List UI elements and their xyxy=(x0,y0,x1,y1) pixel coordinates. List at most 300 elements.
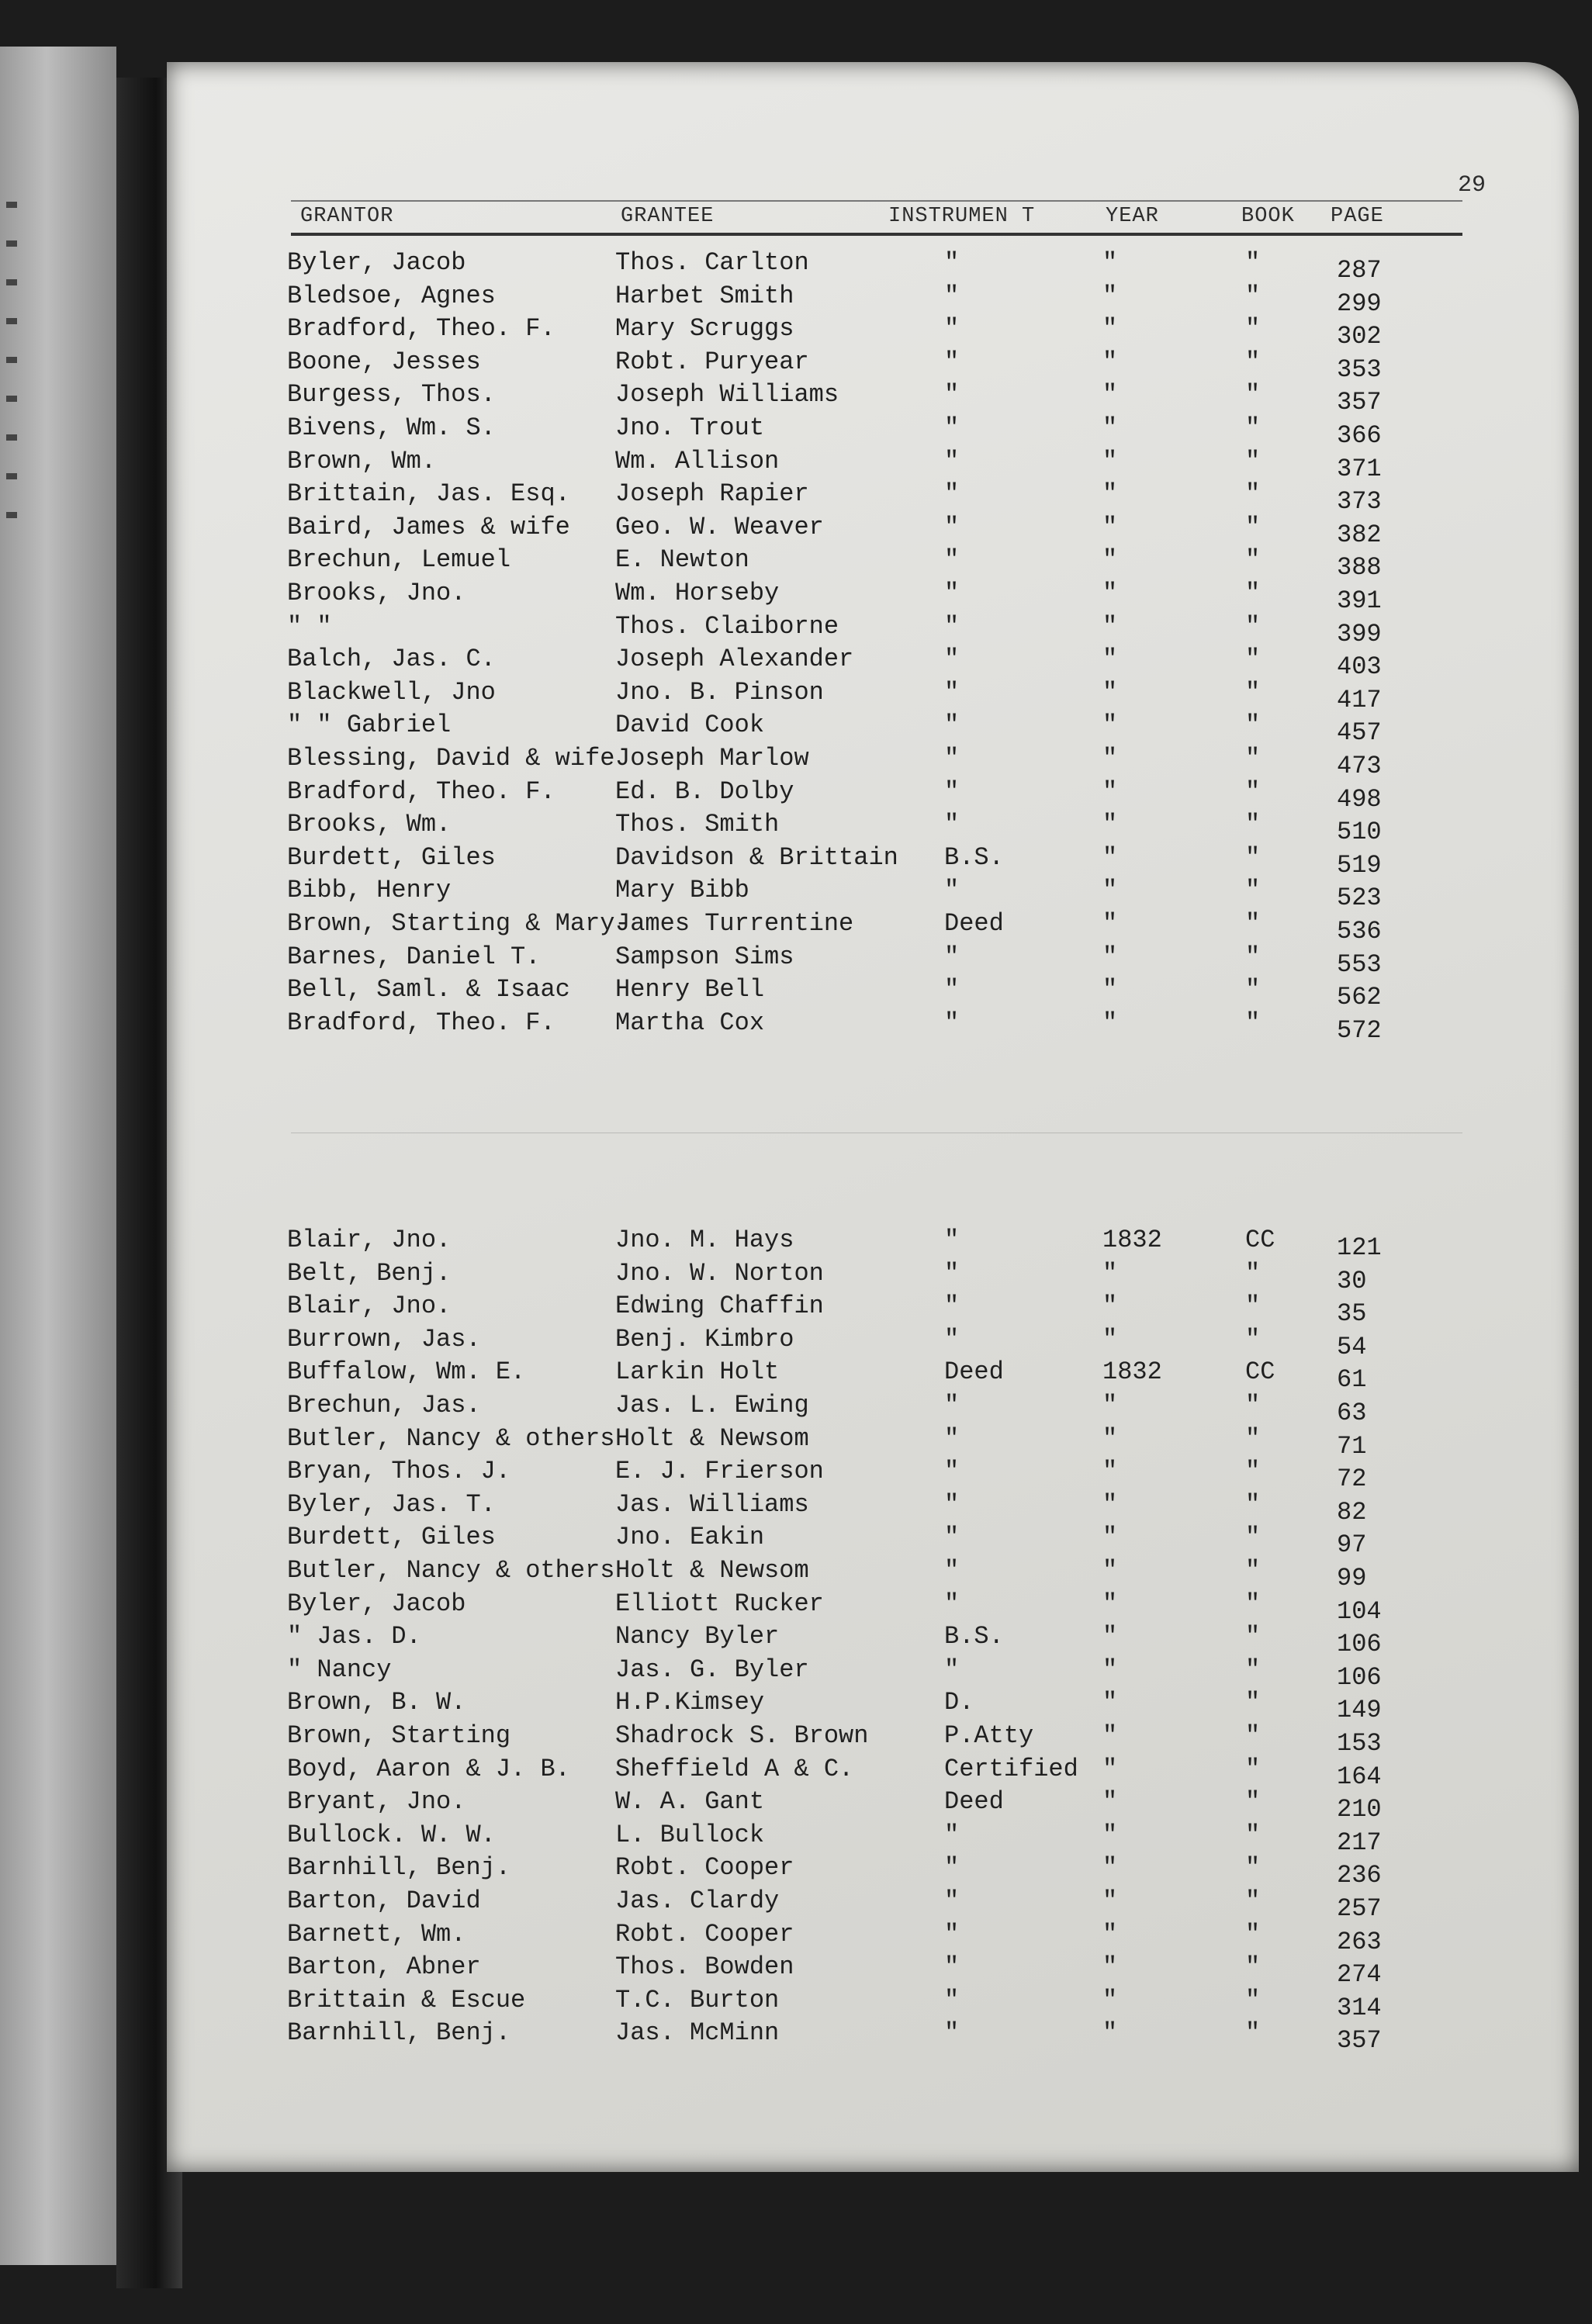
cell-page: 217 xyxy=(1337,1828,1382,1857)
cell-grantee: Jas. Williams xyxy=(615,1489,809,1519)
ledger-row xyxy=(167,1853,1579,1890)
cell-book: " xyxy=(1245,1887,1261,1915)
cell-grantee: E. Newton xyxy=(615,545,749,575)
cell-instrument: Deed xyxy=(944,1357,1004,1387)
cell-book: " xyxy=(1245,810,1261,839)
cell-grantee: Jas. McMinn xyxy=(615,2018,780,2048)
cell-grantor: Burdett, Giles xyxy=(287,1523,496,1552)
ledger-row xyxy=(167,1688,1579,1725)
cell-year: " xyxy=(1102,347,1118,376)
cell-grantor: Bradford, Theo. F. xyxy=(287,1008,555,1037)
cell-grantor: Brown, Wm. xyxy=(287,446,437,476)
cell-book: " xyxy=(1245,1523,1261,1552)
cell-page: 357 xyxy=(1337,2026,1382,2056)
cell-grantor: Burrown, Jas. xyxy=(287,1324,481,1354)
cell-page: 274 xyxy=(1337,1960,1382,1990)
cell-book: " xyxy=(1245,1008,1261,1037)
ledger-row xyxy=(167,1952,1579,1990)
cell-instrument: " xyxy=(944,579,960,607)
cell-book: " xyxy=(1245,876,1261,905)
cell-grantor: Brown, Starting xyxy=(287,1721,511,1750)
cell-book: CC xyxy=(1245,1357,1275,1387)
cell-grantor: Bryan, Thos. J. xyxy=(287,1457,511,1486)
cell-grantor: Burgess, Thos. xyxy=(287,380,496,410)
cell-year: " xyxy=(1102,1258,1118,1288)
cell-instrument: " xyxy=(944,810,960,839)
cell-instrument: " xyxy=(944,413,960,442)
cell-book: " xyxy=(1245,1423,1261,1453)
cell-book: " xyxy=(1245,1457,1261,1486)
cell-instrument: P.Atty xyxy=(944,1721,1034,1750)
cell-grantor: Brittain & Escue xyxy=(287,1985,526,2014)
cell-page: 302 xyxy=(1337,322,1382,351)
cell-grantor: Byler, Jas. T. xyxy=(287,1489,496,1519)
cell-grantor: " Jas. D. xyxy=(287,1622,421,1651)
cell-grantee: Jno. Trout xyxy=(615,413,765,442)
cell-book: " xyxy=(1245,942,1261,971)
cell-book: " xyxy=(1245,248,1261,277)
cell-book: " xyxy=(1245,1589,1261,1618)
cell-grantor: Balch, Jas. C. xyxy=(287,645,496,674)
cell-instrument: " xyxy=(944,776,960,806)
cell-page: 314 xyxy=(1337,1993,1382,2022)
cell-grantor: Belt, Benj. xyxy=(287,1258,452,1288)
cell-grantee: Shadrock S. Brown xyxy=(615,1721,869,1750)
cell-grantor: Brown, B. W. xyxy=(287,1688,466,1717)
cell-grantor: Brechun, Jas. xyxy=(287,1391,481,1420)
cell-grantee: Joseph Williams xyxy=(615,380,839,410)
cell-instrument: " xyxy=(944,1423,960,1453)
cell-page: 63 xyxy=(1337,1399,1367,1427)
facing-page-edge xyxy=(0,47,116,2265)
cell-year: " xyxy=(1102,1423,1118,1453)
cell-year: " xyxy=(1102,2018,1118,2048)
cell-grantee: Wm. Allison xyxy=(615,446,780,476)
ledger-row xyxy=(167,1820,1579,1857)
cell-page: 553 xyxy=(1337,949,1382,979)
cell-grantor: Butler, Nancy & others xyxy=(287,1556,615,1585)
cell-instrument: " xyxy=(944,1589,960,1618)
cell-instrument: Deed xyxy=(944,909,1004,938)
cell-book: " xyxy=(1245,413,1261,442)
cell-instrument: B.S. xyxy=(944,1622,1004,1651)
cell-year: " xyxy=(1102,1556,1118,1585)
cell-instrument: " xyxy=(944,1489,960,1519)
col-header-grantee: GRANTEE xyxy=(621,205,715,228)
cell-page: 473 xyxy=(1337,752,1382,780)
cell-page: 72 xyxy=(1337,1465,1367,1494)
cell-grantee: Harbet Smith xyxy=(615,281,794,310)
cell-page: 498 xyxy=(1337,784,1382,814)
cell-grantor: Blackwell, Jno xyxy=(287,677,496,707)
cell-grantee: James Turrentine xyxy=(615,909,854,938)
cell-grantee: Holt & Newsom xyxy=(615,1556,809,1585)
cell-year: " xyxy=(1102,1523,1118,1552)
cell-book: " xyxy=(1245,2018,1261,2048)
cell-year: " xyxy=(1102,1721,1118,1750)
cell-grantee: David Cook xyxy=(615,711,765,740)
cell-grantor: Brechun, Lemuel xyxy=(287,545,511,575)
margin-mark xyxy=(6,434,17,441)
ledger-row xyxy=(167,380,1579,417)
cell-year: " xyxy=(1102,1985,1118,2014)
cell-grantee: Robt. Puryear xyxy=(615,347,809,376)
cell-grantor: Byler, Jacob xyxy=(287,248,466,277)
cell-instrument: " xyxy=(944,611,960,641)
cell-book: " xyxy=(1245,1853,1261,1883)
cell-book: " xyxy=(1245,380,1261,410)
cell-book: " xyxy=(1245,1952,1261,1982)
cell-grantee: Mary Bibb xyxy=(615,876,749,905)
cell-grantor: Barton, Abner xyxy=(287,1952,481,1982)
cell-grantor: Barnhill, Benj. xyxy=(287,1853,511,1883)
ledger-row xyxy=(167,1258,1579,1295)
cell-grantee: Sampson Sims xyxy=(615,942,794,971)
ledger-row xyxy=(167,2018,1579,2056)
cell-instrument: " xyxy=(944,1226,960,1254)
cell-year: " xyxy=(1102,776,1118,806)
cell-grantee: Joseph Marlow xyxy=(615,744,809,773)
cell-grantor: Brooks, Jno. xyxy=(287,579,466,607)
cell-grantor: Butler, Nancy & others xyxy=(287,1423,615,1453)
ledger-row xyxy=(167,512,1579,549)
margin-mark xyxy=(6,357,17,363)
cell-year: " xyxy=(1102,1919,1118,1949)
cell-grantor: Boone, Jesses xyxy=(287,347,481,376)
cell-grantor: Blair, Jno. xyxy=(287,1292,452,1321)
ledger-row xyxy=(167,1919,1579,1956)
cell-instrument: " xyxy=(944,645,960,674)
cell-grantor: Byler, Jacob xyxy=(287,1589,466,1618)
cell-grantee: Geo. W. Weaver xyxy=(615,512,824,541)
cell-book: " xyxy=(1245,776,1261,806)
cell-grantor: Bryant, Jno. xyxy=(287,1787,466,1817)
ledger-row xyxy=(167,1622,1579,1659)
cell-grantee: Jno. Eakin xyxy=(615,1523,765,1552)
cell-year: " xyxy=(1102,1853,1118,1883)
cell-instrument: " xyxy=(944,545,960,575)
cell-book: " xyxy=(1245,1489,1261,1519)
cell-year: " xyxy=(1102,380,1118,410)
cell-grantor: Bledsoe, Agnes xyxy=(287,281,496,310)
cell-book: " xyxy=(1245,1655,1261,1684)
cell-grantee: L. Bullock xyxy=(615,1820,765,1849)
cell-page: 399 xyxy=(1337,619,1382,648)
cell-page: 373 xyxy=(1337,487,1382,517)
ledger-row xyxy=(167,446,1579,483)
cell-year: " xyxy=(1102,975,1118,1005)
cell-page: 371 xyxy=(1337,454,1382,483)
cell-year: " xyxy=(1102,1292,1118,1321)
cell-year: " xyxy=(1102,1324,1118,1354)
cell-instrument: " xyxy=(944,1556,960,1585)
cell-instrument: " xyxy=(944,1887,960,1915)
cell-book: " xyxy=(1245,1754,1261,1783)
cell-page: 391 xyxy=(1337,586,1382,615)
ledger-row xyxy=(167,413,1579,450)
cell-year: " xyxy=(1102,711,1118,740)
cell-year: " xyxy=(1102,611,1118,641)
page-number: 29 xyxy=(1457,172,1486,199)
cell-year: " xyxy=(1102,479,1118,509)
cell-page: 164 xyxy=(1337,1762,1382,1791)
cell-year: " xyxy=(1102,810,1118,839)
cell-page: 149 xyxy=(1337,1696,1382,1725)
ledger-row xyxy=(167,248,1579,285)
cell-grantee: Martha Cox xyxy=(615,1008,765,1037)
cell-year: " xyxy=(1102,1589,1118,1618)
cell-year: " xyxy=(1102,677,1118,707)
cell-instrument: D. xyxy=(944,1688,974,1717)
ledger-row xyxy=(167,744,1579,780)
cell-book: " xyxy=(1245,347,1261,376)
cell-grantee: Edwing Chaffin xyxy=(615,1292,824,1321)
ledger-row xyxy=(167,1655,1579,1692)
cell-instrument: Deed xyxy=(944,1787,1004,1817)
cell-instrument: " xyxy=(944,677,960,707)
cell-year: " xyxy=(1102,281,1118,310)
cell-year: " xyxy=(1102,942,1118,971)
cell-year: " xyxy=(1102,1887,1118,1915)
margin-mark xyxy=(6,279,17,285)
cell-book: " xyxy=(1245,314,1261,344)
cell-year: " xyxy=(1102,1655,1118,1684)
col-header-book: BOOK xyxy=(1241,205,1295,228)
cell-page: 263 xyxy=(1337,1927,1382,1956)
cell-grantee: Jas. L. Ewing xyxy=(615,1391,809,1420)
cell-year: " xyxy=(1102,1008,1118,1037)
cell-book: " xyxy=(1245,1622,1261,1651)
cell-page: 382 xyxy=(1337,520,1382,549)
col-header-grantor: GRANTOR xyxy=(300,205,394,228)
cell-grantor: Bivens, Wm. S. xyxy=(287,413,496,442)
cell-grantor: Buffalow, Wm. E. xyxy=(287,1357,526,1387)
ledger-row xyxy=(167,545,1579,583)
cell-book: " xyxy=(1245,545,1261,575)
ledger-row xyxy=(167,1423,1579,1461)
cell-page: 388 xyxy=(1337,553,1382,583)
cell-book: " xyxy=(1245,579,1261,607)
cell-book: " xyxy=(1245,512,1261,541)
cell-instrument: " xyxy=(944,1853,960,1883)
margin-mark xyxy=(6,473,17,479)
col-header-page: PAGE xyxy=(1331,205,1384,228)
cell-grantee: H.P.Kimsey xyxy=(615,1688,765,1717)
cell-instrument: " xyxy=(944,1292,960,1321)
cell-grantee: Robt. Cooper xyxy=(615,1853,794,1883)
cell-book: " xyxy=(1245,479,1261,509)
cell-grantee: Wm. Horseby xyxy=(615,579,780,607)
ledger-row xyxy=(167,479,1579,517)
cell-year: " xyxy=(1102,744,1118,773)
cell-year: " xyxy=(1102,909,1118,938)
cell-grantee: Jas. Clardy xyxy=(615,1887,780,1915)
cell-page: 82 xyxy=(1337,1497,1367,1527)
ledger-page xyxy=(167,62,1579,2172)
ledger-row xyxy=(167,1787,1579,1824)
cell-page: 54 xyxy=(1337,1332,1367,1361)
cell-page: 287 xyxy=(1337,256,1382,285)
cell-page: 457 xyxy=(1337,718,1382,748)
margin-mark xyxy=(6,512,17,518)
cell-book: " xyxy=(1245,909,1261,938)
header-rule-top xyxy=(291,200,1462,202)
cell-page: 562 xyxy=(1337,983,1382,1012)
cell-grantee: Holt & Newsom xyxy=(615,1423,809,1453)
cell-year: " xyxy=(1102,413,1118,442)
cell-instrument: " xyxy=(944,876,960,905)
cell-instrument: " xyxy=(944,942,960,971)
cell-grantor: Barnes, Daniel T. xyxy=(287,942,541,971)
cell-grantee: Nancy Byler xyxy=(615,1622,780,1651)
cell-grantee: Jno. M. Hays xyxy=(615,1226,794,1254)
cell-grantor: Baird, James & wife xyxy=(287,512,570,541)
cell-year: " xyxy=(1102,1489,1118,1519)
col-header-year: YEAR xyxy=(1106,205,1159,228)
cell-book: " xyxy=(1245,645,1261,674)
ledger-row xyxy=(167,909,1579,946)
ledger-row xyxy=(167,711,1579,748)
cell-book: " xyxy=(1245,842,1261,872)
cell-page: 536 xyxy=(1337,917,1382,946)
cell-instrument: " xyxy=(944,711,960,740)
cell-year: " xyxy=(1102,1820,1118,1849)
ledger-row xyxy=(167,1523,1579,1560)
cell-year: " xyxy=(1102,1391,1118,1420)
cell-grantee: Ed. B. Dolby xyxy=(615,776,794,806)
cell-grantee: Sheffield A & C. xyxy=(615,1754,854,1783)
cell-grantor: " " xyxy=(287,611,332,641)
ledger-row xyxy=(167,1985,1579,2022)
cell-page: 519 xyxy=(1337,850,1382,880)
cell-grantor: Bibb, Henry xyxy=(287,876,452,905)
cell-instrument: " xyxy=(944,975,960,1005)
cell-instrument: " xyxy=(944,380,960,410)
ledger-row xyxy=(167,810,1579,847)
cell-instrument: " xyxy=(944,1820,960,1849)
cell-page: 523 xyxy=(1337,884,1382,913)
cell-instrument: " xyxy=(944,1391,960,1420)
cell-year: 1832 xyxy=(1102,1357,1162,1387)
cell-page: 106 xyxy=(1337,1662,1382,1692)
cell-page: 417 xyxy=(1337,685,1382,714)
margin-mark xyxy=(6,318,17,324)
cell-instrument: " xyxy=(944,1008,960,1037)
cell-page: 99 xyxy=(1337,1564,1367,1593)
cell-grantor: Boyd, Aaron & J. B. xyxy=(287,1754,570,1783)
ledger-row xyxy=(167,776,1579,814)
cell-book: " xyxy=(1245,1324,1261,1354)
cell-instrument: " xyxy=(944,1655,960,1684)
cell-year: " xyxy=(1102,1688,1118,1717)
cell-page: 97 xyxy=(1337,1530,1367,1560)
cell-instrument: " xyxy=(944,1952,960,1982)
cell-grantee: T.C. Burton xyxy=(615,1985,780,2014)
ledger-row xyxy=(167,1292,1579,1329)
ledger-row xyxy=(167,1887,1579,1923)
cell-page: 366 xyxy=(1337,421,1382,450)
cell-book: " xyxy=(1245,1919,1261,1949)
cell-book: " xyxy=(1245,1556,1261,1585)
cell-grantee: E. J. Frierson xyxy=(615,1457,824,1486)
cell-grantor: Brown, Starting & Mary- xyxy=(287,909,630,938)
cell-grantee: Thos. Carlton xyxy=(615,248,809,277)
cell-grantor: Burdett, Giles xyxy=(287,842,496,872)
cell-grantee: Jas. G. Byler xyxy=(615,1655,809,1684)
cell-page: 71 xyxy=(1337,1431,1367,1461)
cell-year: " xyxy=(1102,842,1118,872)
cell-book: " xyxy=(1245,1820,1261,1849)
cell-year: " xyxy=(1102,512,1118,541)
cell-grantor: Barton, David xyxy=(287,1887,481,1915)
cell-year: " xyxy=(1102,1787,1118,1817)
cell-instrument: " xyxy=(944,512,960,541)
cell-grantor: Bell, Saml. & Isaac xyxy=(287,975,570,1005)
cell-year: " xyxy=(1102,314,1118,344)
cell-page: 210 xyxy=(1337,1795,1382,1824)
ledger-row xyxy=(167,1226,1579,1262)
cell-page: 353 xyxy=(1337,354,1382,384)
ledger-row xyxy=(167,347,1579,384)
cell-page: 572 xyxy=(1337,1015,1382,1045)
cell-page: 104 xyxy=(1337,1596,1382,1626)
cell-grantor: Brittain, Jas. Esq. xyxy=(287,479,570,509)
cell-book: " xyxy=(1245,1721,1261,1750)
cell-grantor: Bradford, Theo. F. xyxy=(287,776,555,806)
cell-book: " xyxy=(1245,1292,1261,1321)
cell-grantor: Barnhill, Benj. xyxy=(287,2018,511,2048)
ledger-row xyxy=(167,281,1579,318)
cell-grantor: " Nancy xyxy=(287,1655,392,1684)
cell-instrument: " xyxy=(944,479,960,509)
ledger-row xyxy=(167,975,1579,1012)
cell-page: 30 xyxy=(1337,1266,1367,1295)
cell-grantee: Larkin Holt xyxy=(615,1357,780,1387)
cell-year: " xyxy=(1102,545,1118,575)
cell-instrument: B.S. xyxy=(944,842,1004,872)
cell-year: 1832 xyxy=(1102,1226,1162,1254)
cell-year: " xyxy=(1102,645,1118,674)
margin-mark xyxy=(6,240,17,247)
cell-page: 357 xyxy=(1337,388,1382,417)
cell-book: " xyxy=(1245,1985,1261,2014)
cell-instrument: " xyxy=(944,248,960,277)
ledger-row xyxy=(167,876,1579,913)
cell-grantee: Jno. W. Norton xyxy=(615,1258,824,1288)
cell-book: CC xyxy=(1245,1226,1275,1254)
ledger-row xyxy=(167,1556,1579,1593)
cell-grantor: Blair, Jno. xyxy=(287,1226,452,1254)
cell-grantor: Barnett, Wm. xyxy=(287,1919,466,1949)
ledger-row xyxy=(167,314,1579,351)
cell-instrument: " xyxy=(944,314,960,344)
cell-year: " xyxy=(1102,1952,1118,1982)
cell-instrument: " xyxy=(944,1258,960,1288)
cell-book: " xyxy=(1245,281,1261,310)
cell-page: 153 xyxy=(1337,1729,1382,1758)
cell-grantee: Joseph Rapier xyxy=(615,479,809,509)
cell-instrument: " xyxy=(944,281,960,310)
cell-grantee: Benj. Kimbro xyxy=(615,1324,794,1354)
cell-grantee: W. A. Gant xyxy=(615,1787,765,1817)
cell-book: " xyxy=(1245,1787,1261,1817)
cell-instrument: " xyxy=(944,744,960,773)
ledger-row xyxy=(167,579,1579,615)
cell-page: 510 xyxy=(1337,818,1382,847)
cell-page: 236 xyxy=(1337,1861,1382,1890)
ledger-row xyxy=(167,1721,1579,1758)
cell-grantor: Bradford, Theo. F. xyxy=(287,314,555,344)
